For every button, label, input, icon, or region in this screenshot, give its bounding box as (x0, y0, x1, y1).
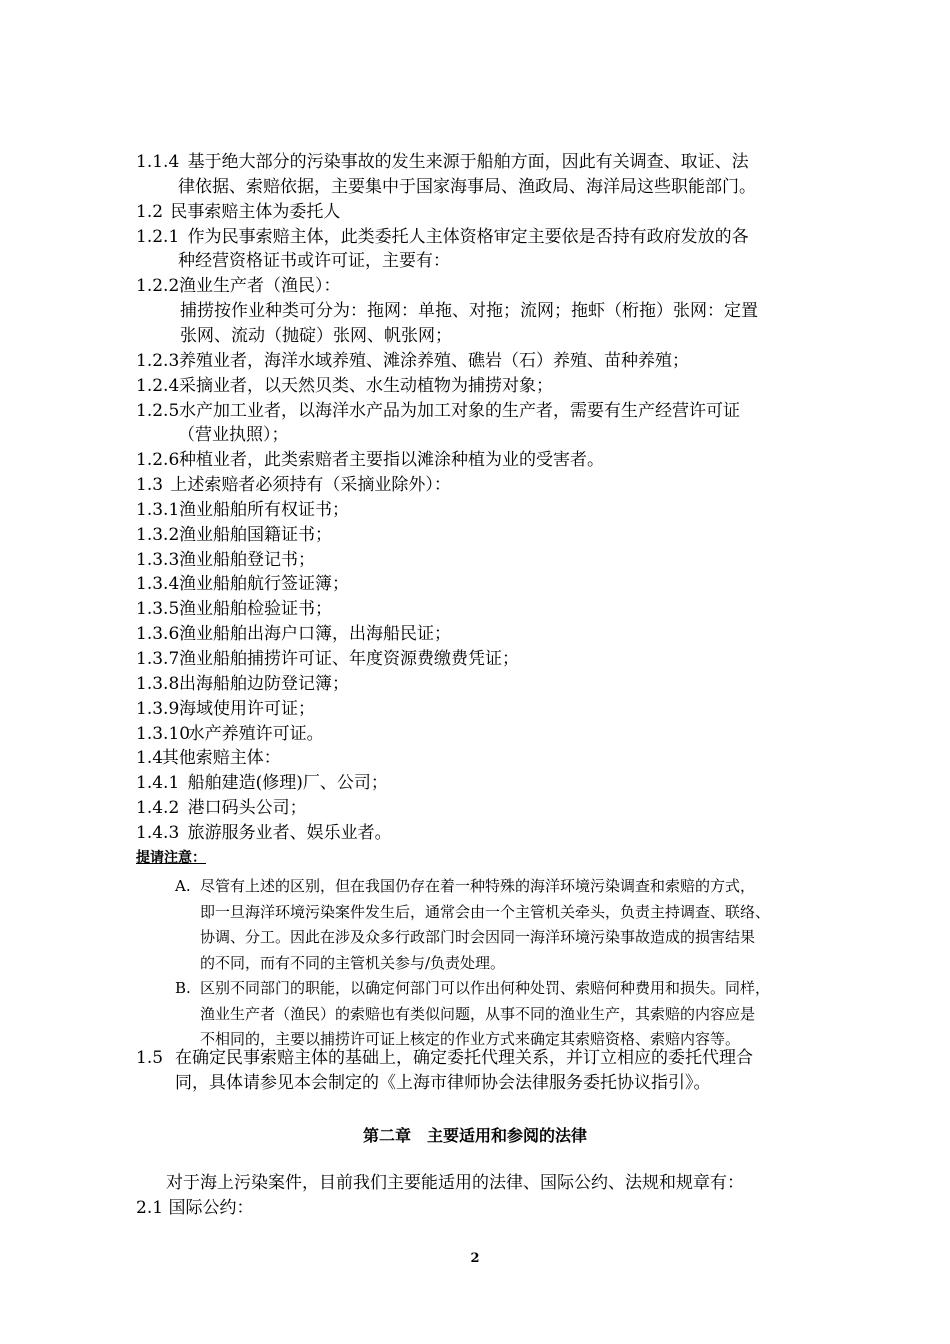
section-number: 1.2.4 (136, 375, 180, 396)
section-text: 渔业船舶国籍证书； (179, 524, 332, 545)
section-text: 其他索赔主体： (161, 748, 281, 769)
section-text: 出海船舶边防登记簿； (179, 673, 349, 694)
section-number: 1.2.1 (136, 226, 180, 247)
section-text: 在确定民事索赔主体的基础上，确定委托代理关系，并订立相应的委托代理合 (175, 1048, 753, 1068)
paragraph-line: 捕捞按作业种类可分为：拖网：单拖、对拖；流网；拖虾（桁拖）张网：定置 (180, 301, 758, 322)
section-number: 1.4.3 (136, 822, 180, 843)
note-text: 协调、分工。因此在涉及众多行政部门时会因同一海洋环境污染事故造成的损害结果 (200, 928, 756, 946)
section-number: 1.4 (136, 748, 164, 769)
section-text: 同，具体请参见本会制定的《上海市律师协会法律服务委托协议指引》。 (175, 1073, 711, 1093)
section-text: 水产养殖许可证。 (187, 723, 324, 744)
section-text: 渔业船舶检验证书； (179, 599, 332, 620)
section-text: 渔业船舶登记书； (179, 549, 315, 570)
note-text: 不相同的，主要以捕捞许可证上核定的作业方式来确定其索赔资格、索赔内容等。 (200, 1030, 741, 1048)
section-number: 1.5 (136, 1048, 164, 1068)
section-number: 1.3.1 (136, 499, 180, 520)
note-label: B. (175, 979, 191, 997)
section-number: 1.2.5 (136, 400, 180, 421)
section-number: 1.3.8 (136, 673, 180, 694)
section-text: 渔业船舶航行签证簿； (179, 574, 349, 595)
section-text: 基于绝大部分的污染事故的发生来源于船舶方面，因此有关调查、取证、法 (187, 152, 749, 172)
section-number: 1.3 (136, 475, 164, 496)
note-label: A. (175, 877, 191, 895)
section-text: 港口码头公司； (187, 798, 307, 819)
section-number: 1.3.5 (136, 599, 180, 620)
note-heading: 提请注意： (136, 850, 206, 866)
section-text: 渔业生产者（渔民）： (179, 276, 341, 297)
section-text: 船舶建造(修理)厂、公司； (187, 773, 388, 794)
section-number: 1.4.1 (136, 773, 180, 794)
section-heading: 2.1 国际公约： (136, 1198, 254, 1218)
section-text: 采摘业者，以天然贝类、水生动植物为捕捞对象； (179, 375, 553, 396)
section-number: 1.3.10 (136, 723, 191, 744)
section-text: 律依据、索赔依据，主要集中于国家海事局、渔政局、海洋局这些职能部门。 (178, 176, 756, 197)
section-text: 渔业船舶捕捞许可证、年度资源费缴费凭证； (179, 649, 519, 669)
section-text: 上述索赔者必须持有（采摘业除外）： (170, 475, 451, 496)
section-text: 海域使用许可证； (179, 698, 315, 719)
section-text: 民事索赔主体为委托人 (170, 201, 341, 222)
section-number: 1.3.9 (136, 698, 180, 719)
section-text: 渔业船舶所有权证书； (179, 499, 349, 520)
section-text: 渔业船舶出海户口簿，出海船民证； (179, 624, 451, 645)
section-number: 1.3.2 (136, 524, 180, 545)
section-text: 种植业者，此类索赔者主要指以滩涂种植为业的受害者。 (179, 450, 604, 471)
section-text: （营业执照）； (178, 425, 289, 446)
section-number: 1.2.2 (136, 276, 180, 297)
intro-paragraph: 对于海上污染案件，目前我们主要能适用的法律、国际公约、法规和规章有： (166, 1173, 744, 1193)
section-text: 旅游服务业者、娱乐业者。 (187, 822, 392, 843)
section-number: 1.4.2 (136, 798, 180, 819)
section-number: 1.3.4 (136, 574, 180, 595)
section-number: 1.2.3 (136, 350, 180, 371)
note-text: 区别不同部门的职能，以确定何部门可以作出何种处罚、索赔何种费用和损失。同样， (200, 979, 771, 997)
note-text: 的不同，而有不同的主管机关参与/负责处理。 (200, 953, 506, 972)
note-text: 尽管有上述的区别，但在我国仍存在着一种特殊的海洋环境污染调查和索赔的方式， (200, 877, 756, 895)
chapter-title: 第二章 主要适用和参阅的法律 (362, 1126, 587, 1145)
section-number: 1.3.6 (136, 624, 180, 645)
section-text: 养殖业者，海洋水域养殖、滩涂养殖、礁岩（石）养殖、苗种养殖； (179, 350, 689, 371)
note-text: 渔业生产者（渔民）的索赔也有类似问题，从事不同的渔业生产，其索赔的内容应是 (200, 1004, 756, 1023)
section-number: 1.2.6 (136, 450, 180, 471)
section-text: 水产加工业者，以海洋水产品为加工对象的生产者，需要有生产经营许可证 (179, 400, 740, 421)
section-number: 1.3.7 (136, 649, 180, 669)
section-number: 1.3.3 (136, 549, 180, 570)
section-number: 1.2 (136, 201, 164, 222)
section-text: 种经营资格证书或许可证，主要有： (178, 251, 450, 272)
page-number: 2 (470, 1251, 480, 1266)
note-text: 即一旦海洋环境污染案件发生后，通常会由一个主管机关牵头，负责主持调查、联络、 (200, 902, 771, 921)
paragraph-line: 张网、流动（抛碇）张网、帆张网； (180, 325, 452, 346)
section-text: 作为民事索赔主体，此类委托人主体资格审定主要依是否持有政府发放的各 (187, 226, 749, 247)
section-number: 1.1.4 (136, 152, 180, 172)
